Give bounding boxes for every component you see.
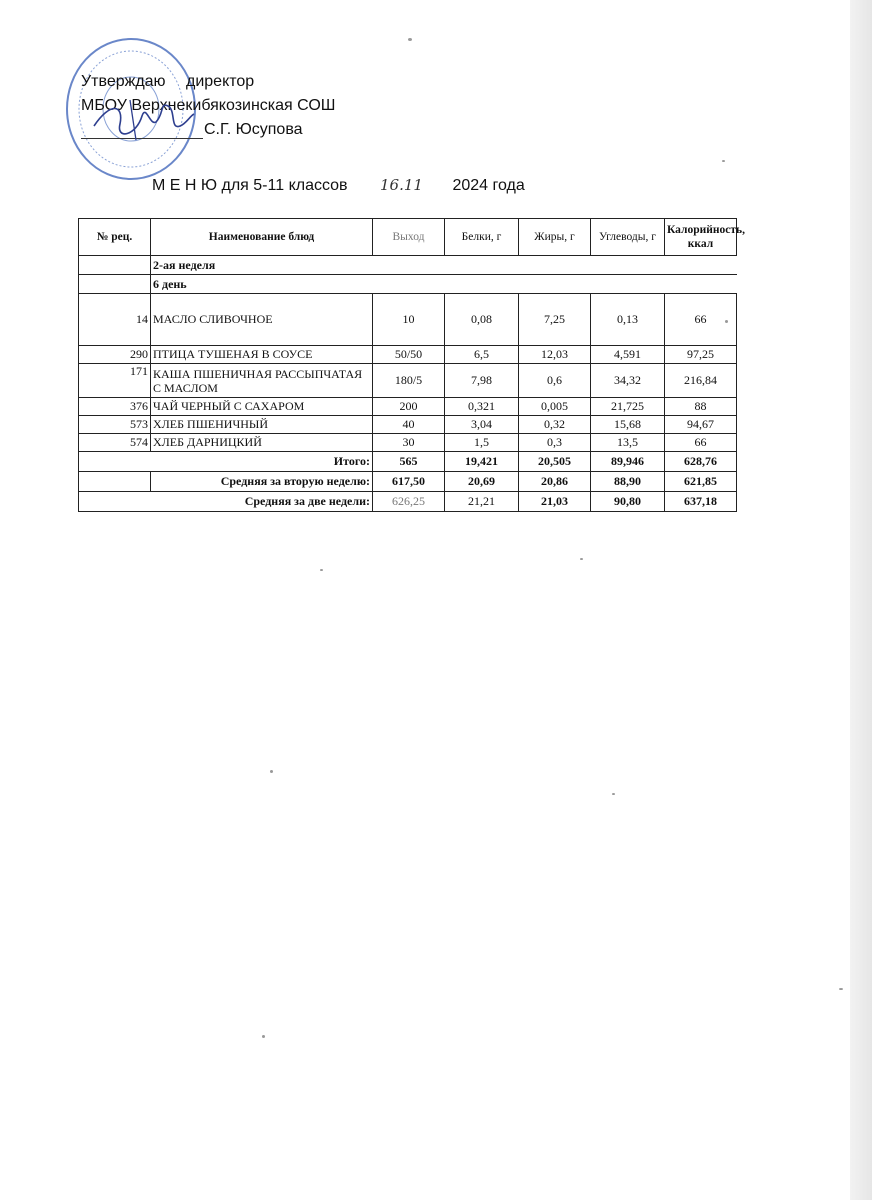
- total-protein: 19,421: [445, 452, 519, 472]
- header-yield: Выход: [373, 219, 445, 256]
- menu-table: [78, 218, 745, 512]
- cell-carbs: 13,5: [591, 434, 665, 452]
- table-row: [79, 398, 737, 416]
- table-row: [79, 294, 737, 346]
- cell-calories: 66: [665, 294, 737, 346]
- week-average-label: Средняя за вторую неделю:: [151, 472, 373, 492]
- handwritten-signature: [90, 96, 200, 144]
- week-label: 2-ая неделя: [151, 256, 737, 275]
- total-yield: 565: [373, 452, 445, 472]
- week-average-blank: [79, 472, 151, 492]
- header-protein: Белки, г: [445, 219, 519, 256]
- two-week-average-calories: 637,18: [665, 492, 737, 512]
- day-row: [79, 275, 737, 294]
- week-average-yield: 617,50: [373, 472, 445, 492]
- cell-yield: 180/5: [373, 364, 445, 398]
- school-name: МБОУ Верхнекибякозинская СОШ: [81, 97, 336, 114]
- total-calories: 628,76: [665, 452, 737, 472]
- cell-fat: 7,25: [519, 294, 591, 346]
- cell-dish-name: ПТИЦА ТУШЕНАЯ В СОУСЕ: [151, 346, 373, 364]
- cell-calories: 66: [665, 434, 737, 452]
- cell-yield: 30: [373, 434, 445, 452]
- cell-recipe-no: 14: [79, 294, 151, 346]
- cell-yield: 40: [373, 416, 445, 434]
- cell-fat: 0,32: [519, 416, 591, 434]
- cell-calories: 216,84: [665, 364, 737, 398]
- cell-recipe-no: 573: [79, 416, 151, 434]
- cell-fat: 0,005: [519, 398, 591, 416]
- header-recipe-no: № рец.: [79, 219, 151, 256]
- week-row: [79, 256, 737, 275]
- two-week-average-label: Средняя за две недели:: [79, 492, 373, 512]
- day-row-blank: [79, 275, 151, 294]
- cell-recipe-no: 574: [79, 434, 151, 452]
- title-year: 2024 года: [452, 177, 525, 194]
- cell-dish-name: МАСЛО СЛИВОЧНОЕ: [151, 294, 373, 346]
- week-average-carbs: 88,90: [591, 472, 665, 492]
- approve-label: Утверждаю: [81, 73, 166, 90]
- cell-yield: 200: [373, 398, 445, 416]
- cell-protein: 7,98: [445, 364, 519, 398]
- cell-protein: 3,04: [445, 416, 519, 434]
- total-fat: 20,505: [519, 452, 591, 472]
- cell-dish-name: КАША ПШЕНИЧНАЯ РАССЫПЧАТАЯ С МАСЛОМ: [151, 364, 373, 398]
- signer-name: С.Г. Юсупова: [204, 121, 303, 138]
- cell-carbs: 21,725: [591, 398, 665, 416]
- cell-carbs: 15,68: [591, 416, 665, 434]
- cell-protein: 0,08: [445, 294, 519, 346]
- cell-recipe-no: 171: [79, 364, 151, 398]
- table-row: [79, 434, 737, 452]
- total-label: Итого:: [79, 452, 373, 472]
- cell-fat: 12,03: [519, 346, 591, 364]
- scan-page-edge: [850, 0, 872, 1200]
- title-prefix: М Е Н Ю для 5-11 классов: [152, 177, 348, 194]
- total-carbs: 89,946: [591, 452, 665, 472]
- cell-calories: 88: [665, 398, 737, 416]
- week-average-row: [79, 472, 737, 492]
- day-label: 6 день: [151, 275, 737, 294]
- week-average-protein: 20,69: [445, 472, 519, 492]
- two-week-average-row: [79, 492, 737, 512]
- header-calories: Калорийность, ккал: [665, 219, 737, 256]
- header-carbs: Углеводы, г: [591, 219, 665, 256]
- cell-carbs: 4,591: [591, 346, 665, 364]
- approver-role: директор: [186, 73, 255, 90]
- two-week-average-fat: 21,03: [519, 492, 591, 512]
- cell-recipe-no: 290: [79, 346, 151, 364]
- cell-dish-name: ХЛЕБ ПШЕНИЧНЫЙ: [151, 416, 373, 434]
- cell-carbs: 34,32: [591, 364, 665, 398]
- cell-carbs: 0,13: [591, 294, 665, 346]
- cell-dish-name: ХЛЕБ ДАРНИЦКИЙ: [151, 434, 373, 452]
- cell-recipe-no: 376: [79, 398, 151, 416]
- header-dish-name: Наименование блюд: [151, 219, 373, 256]
- two-week-average-carbs: 90,80: [591, 492, 665, 512]
- table-row: [79, 364, 737, 398]
- table-row: [79, 416, 737, 434]
- total-row: [79, 452, 737, 472]
- cell-yield: 10: [373, 294, 445, 346]
- two-week-average-yield: 626,25: [373, 492, 445, 512]
- cell-protein: 6,5: [445, 346, 519, 364]
- handwritten-date: 16.11: [380, 176, 423, 194]
- two-week-average-protein: 21,21: [445, 492, 519, 512]
- cell-calories: 97,25: [665, 346, 737, 364]
- week-average-calories: 621,85: [665, 472, 737, 492]
- cell-fat: 0,6: [519, 364, 591, 398]
- cell-protein: 0,321: [445, 398, 519, 416]
- cell-yield: 50/50: [373, 346, 445, 364]
- cell-fat: 0,3: [519, 434, 591, 452]
- cell-calories: 94,67: [665, 416, 737, 434]
- cell-dish-name: ЧАЙ ЧЕРНЫЙ С САХАРОМ: [151, 398, 373, 416]
- week-average-fat: 20,86: [519, 472, 591, 492]
- table-row: [79, 346, 737, 364]
- menu-title: [152, 176, 525, 195]
- week-row-blank: [79, 256, 151, 275]
- table-header-row: [79, 219, 737, 256]
- cell-protein: 1,5: [445, 434, 519, 452]
- header-fat: Жиры, г: [519, 219, 591, 256]
